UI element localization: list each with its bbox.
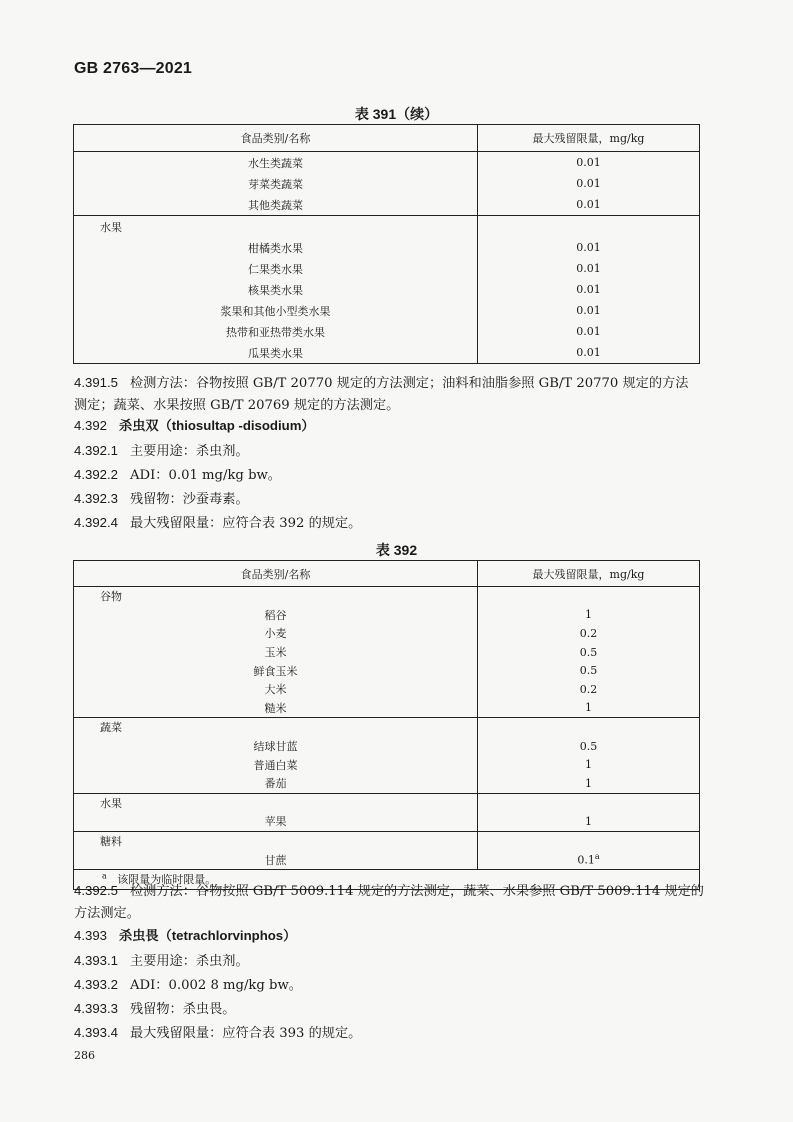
table-391-caption: 表 391（续） <box>354 106 439 122</box>
section-title: 杀虫双（thiosultap -disodium） <box>119 418 315 433</box>
table-group-row <box>74 793 700 812</box>
clause-4-392-4 <box>74 512 361 535</box>
page-number: 286 <box>74 1049 95 1062</box>
clause-4-392-5 <box>74 880 714 925</box>
food-category: 糖料 <box>74 831 478 850</box>
food-name: 鲜食玉米 <box>253 664 298 678</box>
mrl-value: 1 <box>478 606 700 625</box>
table-row <box>74 194 700 216</box>
table-group-row <box>74 216 700 238</box>
food-category: 谷物 <box>100 590 122 604</box>
clause-text-cont: 测定；蔬菜、水果按照 GB/T 20769 规定的方法测定。 <box>74 398 400 413</box>
food-name: 仁果类水果 <box>248 262 303 276</box>
table-row <box>74 624 700 643</box>
table-row <box>74 774 700 793</box>
section-number: 4.392 <box>74 418 108 433</box>
footnote-marker: a <box>102 871 107 881</box>
col-header-food: 食品类别/名称 <box>74 125 478 152</box>
food-name: 瓜果类水果 <box>248 346 303 360</box>
mrl-value: 0.2 <box>478 624 700 643</box>
clause-text-cont: 方法测定。 <box>74 906 140 921</box>
clause-text: 残留物：沙蚕毒素。 <box>130 492 249 507</box>
table-row <box>74 661 700 680</box>
clause-text: 最大残留限量：应符合表 393 的规定。 <box>130 1026 362 1041</box>
clause-number: 4.393.4 <box>74 1025 118 1040</box>
table-row <box>74 755 700 774</box>
clause-number: 4.392.2 <box>74 467 118 482</box>
table-row <box>74 850 700 869</box>
food-name: 玉米 <box>264 646 287 660</box>
mrl-value: 0.01 <box>478 194 700 216</box>
section-4-392 <box>74 415 315 438</box>
clause-text: 主要用途：杀虫剂。 <box>130 954 249 969</box>
table-group-row <box>74 718 700 737</box>
food-name: 稻谷 <box>264 608 287 622</box>
table-391 <box>73 124 700 364</box>
clause-number: 4.391.5 <box>74 375 118 390</box>
food-name: 浆果和其他小型类水果 <box>220 304 331 318</box>
table-row <box>74 342 700 364</box>
mrl-value <box>478 850 700 869</box>
mrl-number: 0.1 <box>577 853 595 867</box>
mrl-value: 0.5 <box>478 661 700 680</box>
table-392 <box>73 560 700 890</box>
clause-number: 4.393.2 <box>74 977 118 992</box>
food-name: 热带和亚热带类水果 <box>226 325 325 339</box>
clause-text: ADI：0.002 8 mg/kg bw。 <box>130 978 302 993</box>
mrl-value: 0.01 <box>478 173 700 194</box>
mrl-value: 1 <box>478 755 700 774</box>
food-name: 苹果 <box>264 815 287 829</box>
section-number: 4.393 <box>74 928 108 943</box>
clause-4-391-5 <box>74 372 714 417</box>
table-row <box>74 737 700 756</box>
food-category: 蔬菜 <box>74 718 478 737</box>
food-name: 糙米 <box>264 701 287 715</box>
col-header-food: 食品类别/名称 <box>74 561 478 587</box>
mrl-value: 0.01 <box>478 152 700 174</box>
mrl-value: 0.5 <box>478 643 700 662</box>
clause-text: ADI：0.01 mg/kg bw。 <box>130 468 281 483</box>
mrl-value: 0.01 <box>478 279 700 300</box>
mrl-value: 0.01 <box>478 321 700 342</box>
mrl-value: 0.01 <box>478 300 700 321</box>
clause-text: 残留物：杀虫畏。 <box>130 1002 236 1017</box>
clause-4-392-1 <box>74 440 249 463</box>
clause-text: 主要用途：杀虫剂。 <box>130 444 249 459</box>
col-header-mrl: 最大残留限量，mg/kg <box>478 561 700 587</box>
clause-number: 4.392.4 <box>74 515 118 530</box>
clause-4-393-2 <box>74 974 302 997</box>
table-row <box>74 173 700 194</box>
table-row <box>74 152 700 174</box>
table-392-caption: 表 392 <box>375 542 418 558</box>
clause-4-392-3 <box>74 488 249 511</box>
table-row <box>74 643 700 662</box>
food-name: 柑橘类水果 <box>248 241 303 255</box>
table-row <box>74 279 700 300</box>
mrl-value: 0.01 <box>478 258 700 279</box>
clause-number: 4.392.1 <box>74 443 118 458</box>
footnote-marker: a <box>594 852 600 862</box>
food-name: 其他类蔬菜 <box>248 198 303 212</box>
clause-text: 检测方法：谷物按照 GB/T 5009.114 规定的方法测定，蔬菜、水果参照 GB/T 5009.114 规定的 <box>130 884 704 899</box>
table-row <box>74 300 700 321</box>
food-name: 水生类蔬菜 <box>248 156 303 170</box>
mrl-value: 1 <box>478 812 700 831</box>
clause-number: 4.392.5 <box>74 883 118 898</box>
clause-number: 4.392.3 <box>74 491 118 506</box>
col-header-mrl: 最大残留限量，mg/kg <box>478 125 700 152</box>
clause-4-393-1 <box>74 950 249 973</box>
mrl-value: 0.5 <box>478 737 700 756</box>
table-row <box>74 258 700 279</box>
clause-number: 4.393.1 <box>74 953 118 968</box>
mrl-value: 0.2 <box>478 680 700 699</box>
clause-number: 4.393.3 <box>74 1001 118 1016</box>
mrl-value: 0.01 <box>478 342 700 364</box>
footnote-text: 该限量为临时限量。 <box>117 873 217 887</box>
table-row <box>74 812 700 831</box>
clause-4-393-3 <box>74 998 236 1021</box>
food-category: 水果 <box>74 216 478 238</box>
table-row <box>74 680 700 699</box>
food-name: 番茄 <box>264 777 287 791</box>
food-name: 结球甘蓝 <box>253 740 298 754</box>
food-name: 甘蔗 <box>264 853 287 867</box>
standard-number: GB 2763—2021 <box>74 60 193 77</box>
table-row <box>74 699 700 718</box>
mrl-value: 0.01 <box>478 237 700 258</box>
table-row <box>74 321 700 342</box>
clause-text: 最大残留限量：应符合表 392 的规定。 <box>130 516 362 531</box>
table-group-row <box>74 587 700 606</box>
clause-text: 检测方法：谷物按照 GB/T 20770 规定的方法测定；油料和油脂参照 GB/T 20770 规定的方法 <box>130 376 689 391</box>
mrl-value: 1 <box>478 774 700 793</box>
food-name: 芽菜类蔬菜 <box>248 177 303 191</box>
food-name: 小麦 <box>264 627 287 641</box>
section-4-393 <box>74 925 296 948</box>
clause-4-392-2 <box>74 464 281 487</box>
section-title: 杀虫畏（tetrachlorvinphos） <box>119 928 297 943</box>
table-row <box>74 237 700 258</box>
food-name: 大米 <box>264 683 287 697</box>
table-group-row <box>74 831 700 850</box>
food-category: 水果 <box>74 793 478 812</box>
food-name: 核果类水果 <box>248 283 303 297</box>
table-row <box>74 606 700 625</box>
mrl-value: 1 <box>478 699 700 718</box>
food-name: 普通白菜 <box>253 758 298 772</box>
clause-4-393-4 <box>74 1022 361 1045</box>
